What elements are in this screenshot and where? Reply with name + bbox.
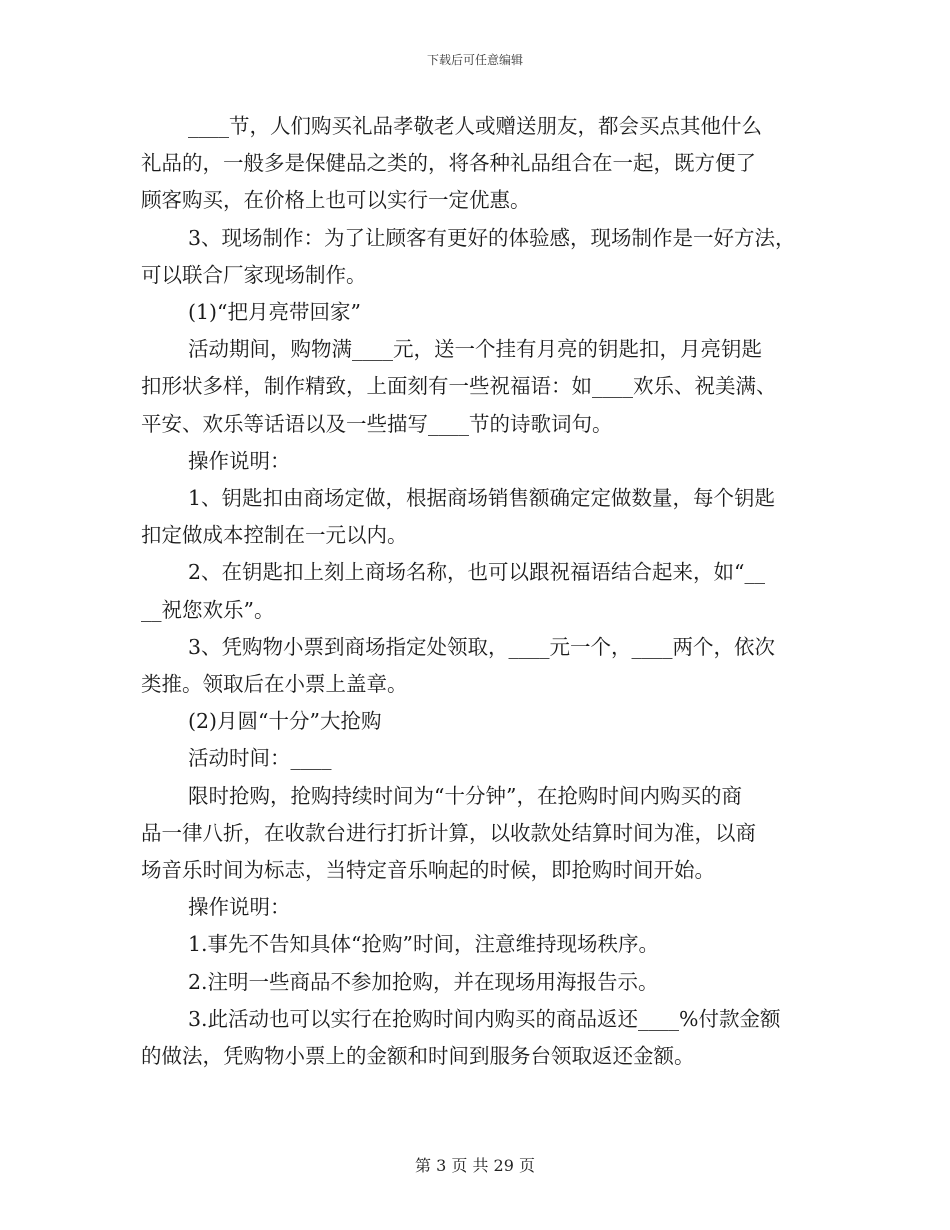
- text-line: 2、在钥匙扣上刻上商场名称，也可以跟祝福语结合起来，如“__: [188, 560, 766, 585]
- text-line: 活动期间，购物满____元，送一个挂有月亮的钥匙扣，月亮钥匙: [188, 337, 762, 362]
- text-line: 3.此活动也可以实行在抢购时间内购买的商品返还____%付款金额: [188, 1006, 781, 1031]
- text-line: 扣定做成本控制在一元以内。: [141, 523, 408, 548]
- text-line: 顾客购买，在价格上也可以实行一定优惠。: [141, 188, 531, 213]
- text-line: (1)“把月亮带回家”: [188, 300, 361, 325]
- text-line: 可以联合厂家现场制作。: [141, 262, 367, 287]
- page-header: 下载后可任意编辑: [426, 53, 523, 67]
- text-line: 操作说明：: [188, 895, 291, 920]
- text-line: 场音乐时间为标志，当特定音乐响起的时候，即抢购时间开始。: [141, 858, 715, 883]
- text-line: 类推。领取后在小票上盖章。: [141, 672, 408, 697]
- text-line: 1.事先不告知具体“抢购”时间，注意维持现场秩序。: [188, 932, 660, 957]
- text-line: 礼品的，一般多是保健品之类的，将各种礼品组合在一起，既方便了: [141, 151, 756, 176]
- text-line: 操作说明：: [188, 448, 291, 473]
- text-line: ____节，人们购买礼品孝敬老人或赠送朋友，都会买点其他什么: [188, 114, 762, 138]
- page-number: 第 3 页 共 29 页: [415, 1156, 535, 1175]
- text-line: 的做法，凭购物小票上的金额和时间到服务台领取返还金额。: [141, 1044, 695, 1069]
- text-line: 活动时间：____: [188, 746, 332, 771]
- text-line: (2)月圆“十分”大抢购: [188, 709, 382, 734]
- text-line: 扣形状多样，制作精致，上面刻有一些祝福语：如____欢乐、祝美满、: [141, 374, 777, 399]
- text-line: 品一律八折，在收款台进行打折计算，以收款处结算时间为准，以商: [141, 820, 756, 845]
- text-line: 1、钥匙扣由商场定做，根据商场销售额确定定做数量，每个钥匙: [188, 486, 776, 511]
- text-line: __祝您欢乐”。: [141, 597, 275, 622]
- text-line: 2.注明一些商品不参加抢购，并在现场用海报告示。: [188, 969, 659, 994]
- text-line: 平安、欢乐等话语以及一些描写____节的诗歌词句。: [141, 411, 613, 436]
- text-line: 限时抢购，抢购持续时间为“十分钟”，在抢购时间内购买的商: [188, 783, 742, 808]
- document-body: [141, 108, 821, 1075]
- text-line: 3、凭购物小票到商场指定处领取，____元一个，____两个，依次: [188, 634, 776, 659]
- text-line: 3、现场制作：为了让顾客有更好的体验感，现场制作是一好方法，: [188, 225, 796, 250]
